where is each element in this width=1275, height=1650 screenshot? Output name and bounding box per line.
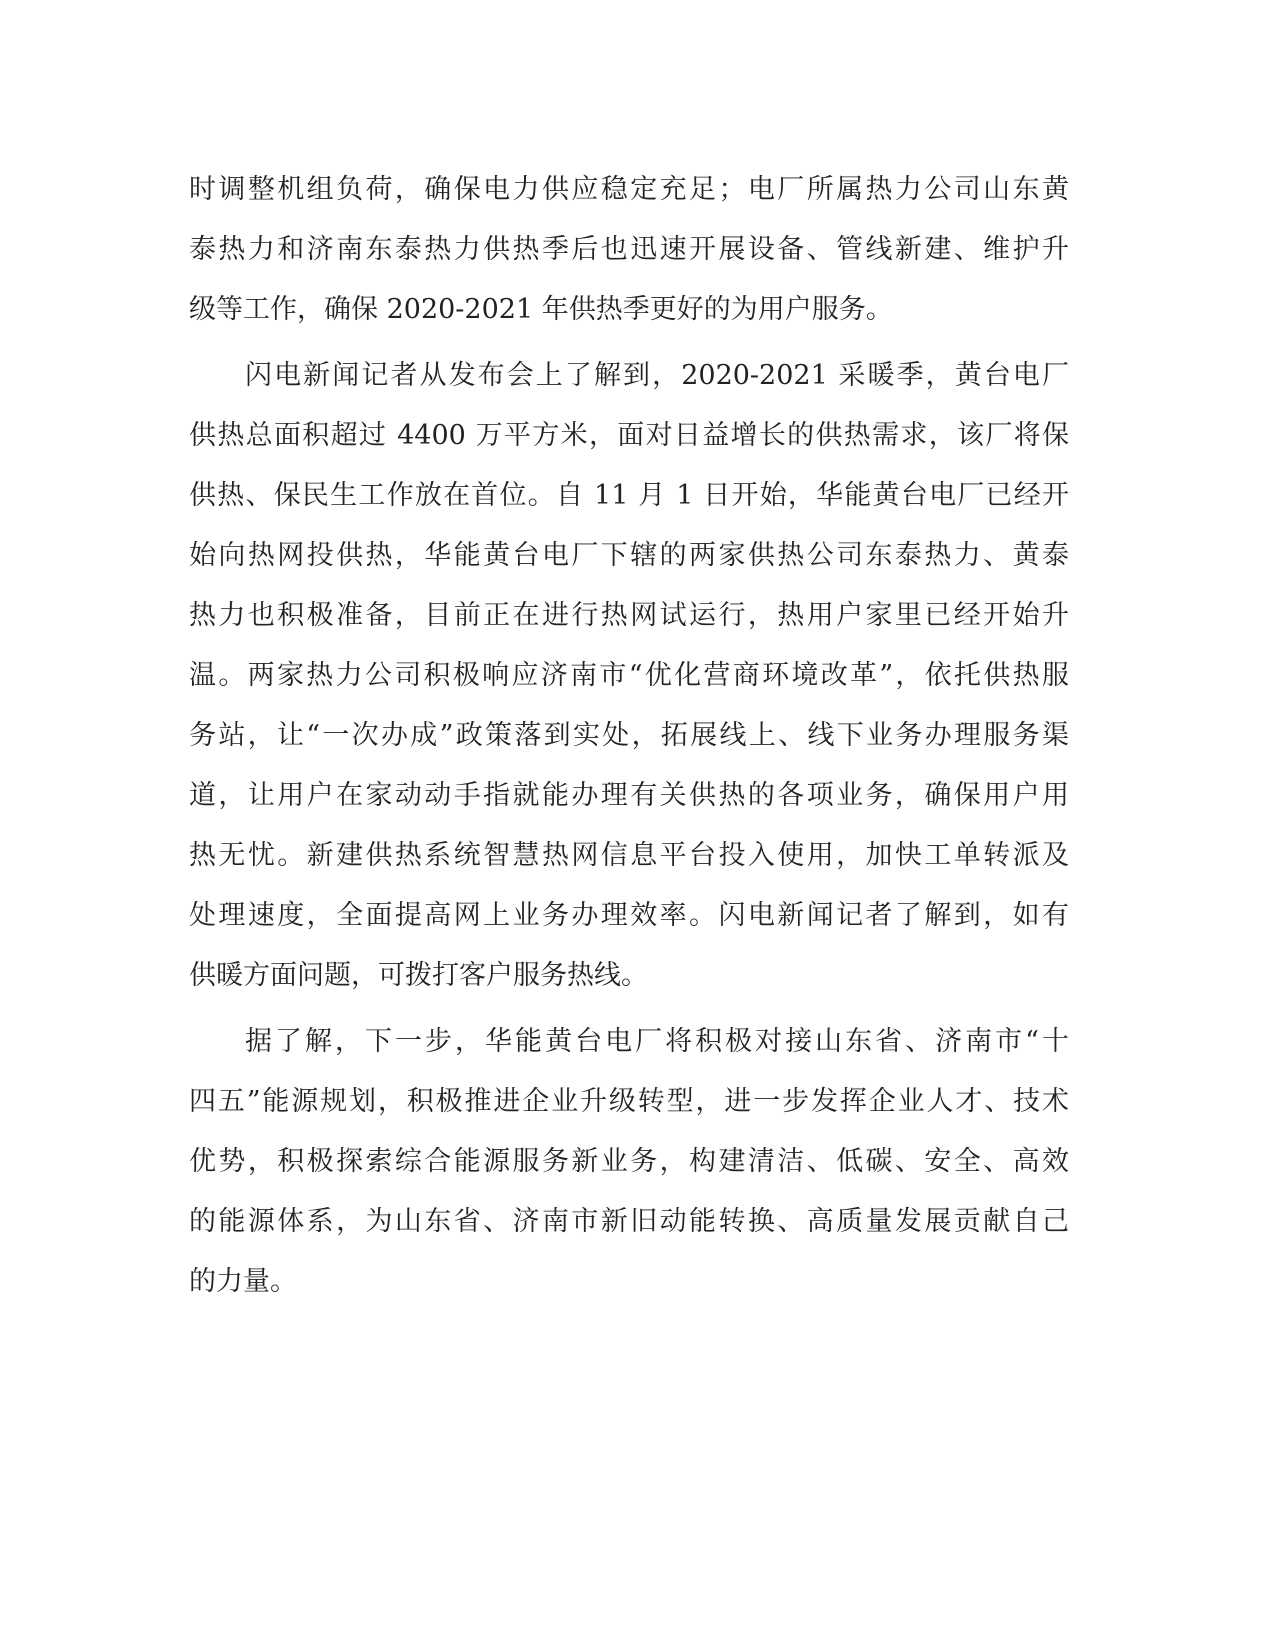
paragraph-3-line-5: 的力量。	[189, 1266, 297, 1297]
paragraph-2-line-1: 闪电新闻记者从发布会上了解到，2020-2021 采暖季，黄台电厂	[245, 360, 1069, 391]
paragraph-2-line-11: 供暖方面问题，可拨打客户服务热线。	[189, 960, 648, 991]
paragraph-1	[189, 160, 1069, 340]
paragraph-2-line-3: 供热、保民生工作放在首位。自 11 月 1 日开始，华能黄台电厂已经开	[189, 480, 1069, 511]
paragraph-1-line-2: 泰热力和济南东泰热力供热季后也迅速开展设备、管线新建、维护升	[189, 234, 1069, 265]
paragraph-2-line-8: 道，让用户在家动动手指就能办理有关供热的各项业务，确保用户用	[189, 780, 1069, 811]
paragraph-2-line-6: 温。两家热力公司积极响应济南市“优化营商环境改革”，依托供热服	[189, 660, 1069, 691]
paragraph-1-line-1: 时调整机组负荷，确保电力供应稳定充足；电厂所属热力公司山东黄	[189, 174, 1069, 205]
paragraph-2-line-2: 供热总面积超过 4400 万平方米，面对日益增长的供热需求，该厂将保	[189, 420, 1069, 451]
paragraph-2-line-5: 热力也积极准备，目前正在进行热网试运行，热用户家里已经开始升	[189, 600, 1069, 631]
paragraph-1-line-3: 级等工作，确保 2020-2021 年供热季更好的为用户服务。	[189, 294, 893, 325]
article-body	[189, 160, 1069, 1312]
paragraph-2-line-4: 始向热网投供热，华能黄台电厂下辖的两家供热公司东泰热力、黄泰	[189, 540, 1069, 571]
paragraph-3-line-3: 优势，积极探索综合能源服务新业务，构建清洁、低碳、安全、高效	[189, 1146, 1069, 1177]
paragraph-2-line-7: 务站，让“一次办成”政策落到实处，拓展线上、线下业务办理服务渠	[189, 720, 1069, 751]
paragraph-2-line-9: 热无忧。新建供热系统智慧热网信息平台投入使用，加快工单转派及	[189, 840, 1069, 871]
paragraph-3-line-4: 的能源体系，为山东省、济南市新旧动能转换、高质量发展贡献自己	[189, 1206, 1069, 1237]
paragraph-2-line-10: 处理速度，全面提高网上业务办理效率。闪电新闻记者了解到，如有	[189, 900, 1069, 931]
paragraph-2	[189, 346, 1069, 1006]
paragraph-3-line-2: 四五”能源规划，积极推进企业升级转型，进一步发挥企业人才、技术	[189, 1086, 1069, 1117]
paragraph-3-line-1: 据了解，下一步，华能黄台电厂将积极对接山东省、济南市“十	[245, 1026, 1069, 1057]
paragraph-3	[189, 1012, 1069, 1312]
